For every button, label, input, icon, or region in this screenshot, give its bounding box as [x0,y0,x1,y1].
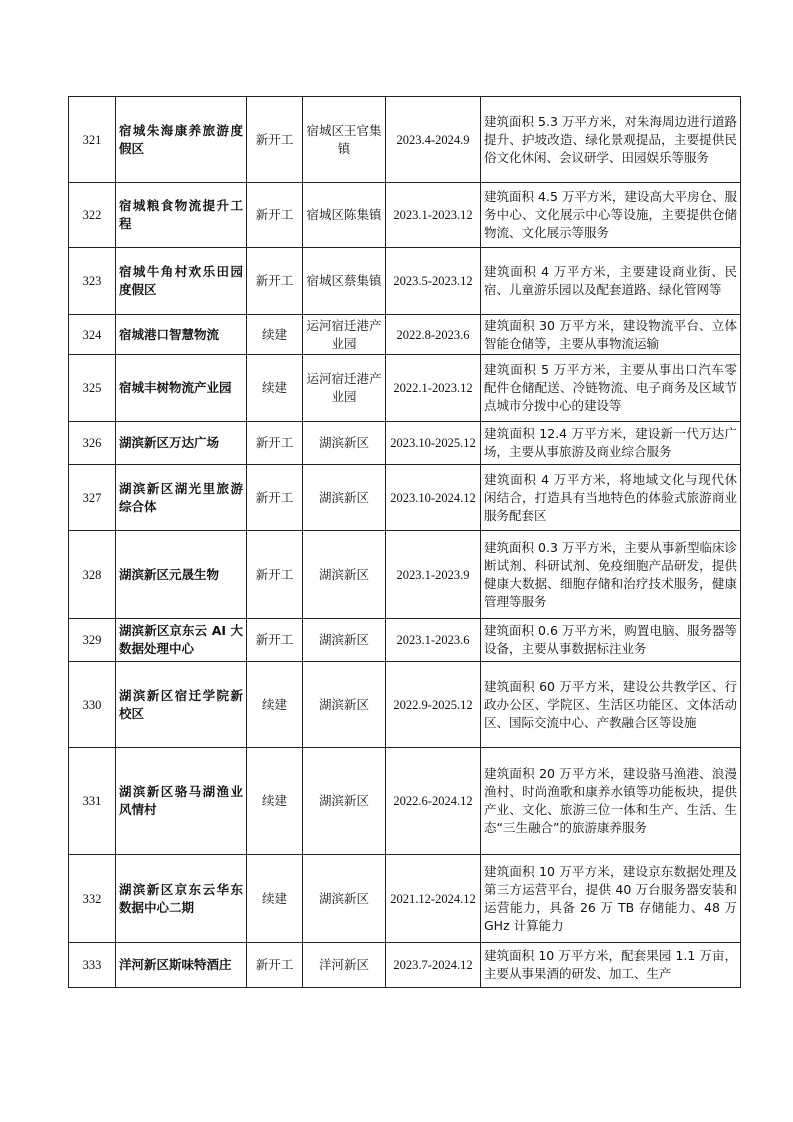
project-name: 湖滨新区元晟生物 [116,531,247,619]
project-name: 宿城粮食物流提升工程 [116,183,247,248]
construction-type: 续建 [247,662,303,748]
project-location: 湖滨新区 [303,422,386,465]
project-name: 湖滨新区湖光里旅游综合体 [116,465,247,531]
project-location: 运河宿迁港产业园 [303,355,386,422]
project-name: 宿城港口智慧物流 [116,315,247,355]
project-description: 建筑面积 5.3 万平方米，对朱海周边进行道路提升、护坡改造、绿化景观提品，主要提供民俗文化休闲、会议研学、田园娱乐等服务 [481,97,741,183]
project-location: 湖滨新区 [303,531,386,619]
project-location: 湖滨新区 [303,855,386,943]
project-name: 湖滨新区京东云 AI 大数据处理中心 [116,619,247,662]
project-name: 湖滨新区万达广场 [116,422,247,465]
table-row [69,315,741,355]
project-location: 湖滨新区 [303,619,386,662]
construction-period: 2023.10-2024.12 [386,465,481,531]
project-name: 宿城牛角村欢乐田园度假区 [116,248,247,315]
row-number: 321 [69,97,116,183]
table-row [69,97,741,183]
project-description: 建筑面积 20 万平方米，建设骆马渔港、浪漫渔村、时尚渔歌和康养水镇等功能板块，提供产业、文化、旅游三位一体和生产、生活、生态“三生融合”的旅游康养服务 [481,748,741,855]
project-description: 建筑面积 60 万平方米，建设公共教学区、行政办公区、学院区、生活区功能区、文体活动区、国际交流中心、产教融合区等设施 [481,662,741,748]
construction-type: 新开工 [247,422,303,465]
construction-period: 2023.5-2023.12 [386,248,481,315]
row-number: 333 [69,943,116,988]
project-location: 运河宿迁港产业园 [303,315,386,355]
table-row [69,943,741,988]
construction-type: 续建 [247,855,303,943]
project-name: 湖滨新区京东云华东数据中心二期 [116,855,247,943]
project-location: 宿城区陈集镇 [303,183,386,248]
project-description: 建筑面积 4 万平方米，将地域文化与现代休闲结合，打造具有当地特色的体验式旅游商业服务配套区 [481,465,741,531]
row-number: 325 [69,355,116,422]
project-location: 洋河新区 [303,943,386,988]
project-description: 建筑面积 4.5 万平方米，建设高大平房仓、服务中心、文化展示中心等设施，主要提供仓储物流、文化展示等服务 [481,183,741,248]
project-name: 湖滨新区骆马湖渔业风情村 [116,748,247,855]
project-name: 洋河新区斯味特酒庄 [116,943,247,988]
construction-type: 新开工 [247,465,303,531]
construction-type: 续建 [247,748,303,855]
row-number: 322 [69,183,116,248]
project-location: 湖滨新区 [303,662,386,748]
table-row [69,248,741,315]
construction-type: 新开工 [247,183,303,248]
row-number: 330 [69,662,116,748]
table-row [69,355,741,422]
project-name: 宿城朱海康养旅游度假区 [116,97,247,183]
construction-period: 2022.8-2023.6 [386,315,481,355]
table-row [69,619,741,662]
project-description: 建筑面积 0.6 万平方米，购置电脑、服务器等设备，主要从事数据标注业务 [481,619,741,662]
construction-period: 2023.1-2023.12 [386,183,481,248]
project-name: 湖滨新区宿迁学院新校区 [116,662,247,748]
construction-type: 新开工 [247,619,303,662]
construction-type: 新开工 [247,531,303,619]
row-number: 328 [69,531,116,619]
construction-period: 2023.10-2025.12 [386,422,481,465]
row-number: 327 [69,465,116,531]
project-location: 宿城区王官集镇 [303,97,386,183]
row-number: 331 [69,748,116,855]
row-number: 323 [69,248,116,315]
project-description: 建筑面积 0.3 万平方米，主要从事新型临床诊断试剂、科研试剂、免疫细胞产品研发，提供健康大数据、细胞存储和治疗技术服务，健康管理等服务 [481,531,741,619]
construction-period: 2022.6-2024.12 [386,748,481,855]
project-table [68,96,741,988]
project-description: 建筑面积 10 万平方米，建设京东数据处理及第三方运营平台，提供 40 万台服务器安装和运营能力，具备 26 万 TB 存储能力、48 万 GHz 计算能力 [481,855,741,943]
project-description: 建筑面积 10 万平方米，配套果园 1.1 万亩，主要从事果酒的研发、加工、生产 [481,943,741,988]
table-row [69,855,741,943]
construction-period: 2023.7-2024.12 [386,943,481,988]
project-description: 建筑面积 12.4 万平方米，建设新一代万达广场，主要从事旅游及商业综合服务 [481,422,741,465]
construction-type: 续建 [247,315,303,355]
construction-period: 2022.9-2025.12 [386,662,481,748]
row-number: 324 [69,315,116,355]
construction-type: 续建 [247,355,303,422]
row-number: 332 [69,855,116,943]
construction-period: 2023.1-2023.6 [386,619,481,662]
row-number: 329 [69,619,116,662]
construction-period: 2023.1-2023.9 [386,531,481,619]
project-location: 湖滨新区 [303,465,386,531]
construction-period: 2023.4-2024.9 [386,97,481,183]
construction-period: 2021.12-2024.12 [386,855,481,943]
project-location: 宿城区蔡集镇 [303,248,386,315]
construction-type: 新开工 [247,248,303,315]
project-description: 建筑面积 4 万平方米，主要建设商业街、民宿、儿童游乐园以及配套道路、绿化管网等 [481,248,741,315]
table-row [69,183,741,248]
row-number: 326 [69,422,116,465]
project-description: 建筑面积 30 万平方米，建设物流平台、立体智能仓储等，主要从事物流运输 [481,315,741,355]
project-name: 宿城丰树物流产业园 [116,355,247,422]
table-row [69,465,741,531]
table-row [69,748,741,855]
construction-period: 2022.1-2023.12 [386,355,481,422]
construction-type: 新开工 [247,97,303,183]
table-row [69,422,741,465]
table-row [69,662,741,748]
project-location: 湖滨新区 [303,748,386,855]
project-description: 建筑面积 5 万平方米，主要从事出口汽车零配件仓储配送、冷链物流、电子商务及区域节点城市分拨中心的建设等 [481,355,741,422]
construction-type: 新开工 [247,943,303,988]
table-row [69,531,741,619]
